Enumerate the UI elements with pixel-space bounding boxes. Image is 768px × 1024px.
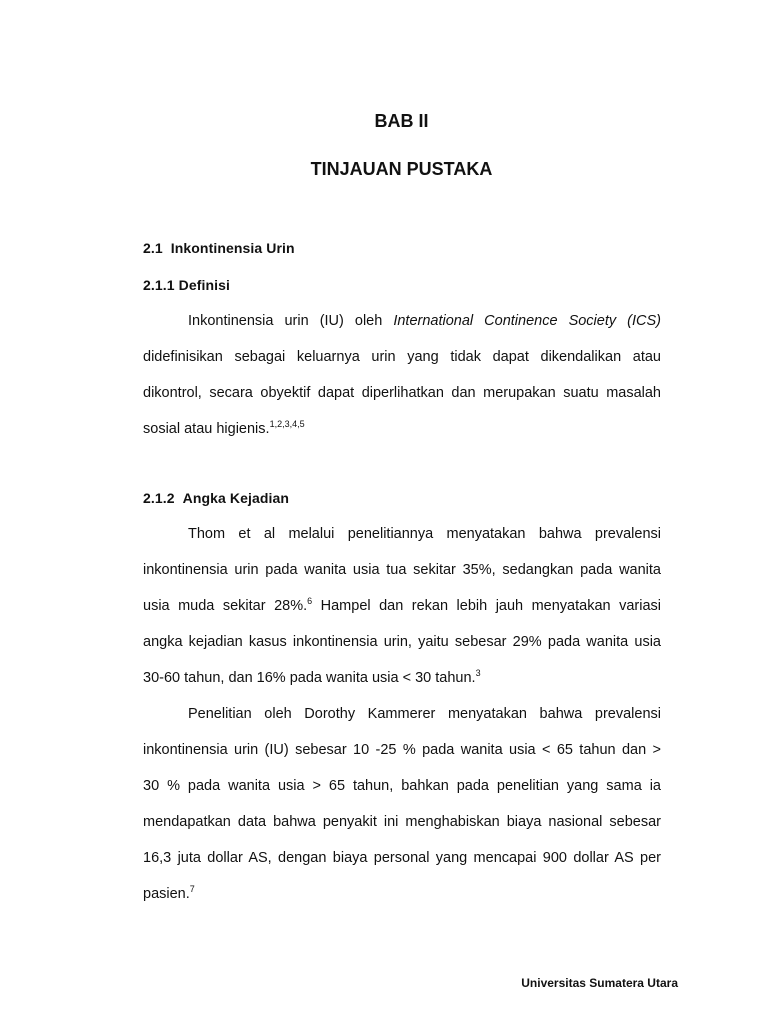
paragraph-line [143, 311, 661, 347]
footer-institution: Universitas Sumatera Utara [521, 976, 678, 990]
line-text: sosial atau higienis. [143, 421, 270, 437]
line-text: Hampel dan rekan lebih jauh menyatakan variasi [312, 598, 661, 614]
paragraph-line: Penelitian oleh Dorothy Kammerer menyatakan bahwa prevalensi [188, 706, 661, 722]
paragraph-line [143, 596, 661, 632]
paragraph-line: inkontinensia urin (IU) sebesar 10 -25 % pada wanita usia < 65 tahun dan > [143, 742, 661, 758]
paragraph-line: dikontrol, secara obyektif dapat diperlihatkan dan merupakan suatu masalah [143, 385, 661, 401]
line-text: 30-60 tahun, dan 16% pada wanita usia < 30 tahun. [143, 670, 476, 686]
paragraph-angka-kejadian-2 [143, 704, 661, 920]
chapter-title: TINJAUAN PUSTAKA [310, 159, 493, 179]
paragraph-line: 16,3 juta dollar AS, dengan biaya personal yang mencapai 900 dollar AS per [143, 850, 661, 866]
paragraph-line [143, 668, 661, 704]
subsection-heading-angka-kejadian [143, 490, 289, 506]
subsection-heading-definisi: 2.1.1 Definisi [143, 277, 230, 293]
subsection-number: 2.1.2 [143, 490, 175, 506]
citation-superscript: 6 [307, 596, 313, 606]
paragraph-line [143, 419, 661, 455]
paragraph-line: inkontinensia urin pada wanita usia tua sekitar 35%, sedangkan pada wanita [143, 562, 661, 578]
line-text: pasien. [143, 886, 190, 902]
paragraph-line: 30 % pada wanita usia > 65 tahun, bahkan pada penelitian yang sama ia [143, 778, 661, 794]
emphasized-term: International Continence Society (ICS) [393, 313, 661, 329]
chapter-label: BAB II [374, 111, 429, 131]
line-text: usia muda sekitar 28%. [143, 598, 308, 614]
citation-superscript: 1,2,3,4,5 [269, 419, 305, 429]
citation-superscript: 3 [475, 668, 481, 678]
line-text: Inkontinensia urin (IU) oleh [188, 313, 394, 329]
section-title: Inkontinensia Urin [170, 240, 295, 256]
paragraph-line: didefinisikan sebagai keluarnya urin yang tidak dapat dikendalikan atau [143, 349, 661, 365]
section-heading [143, 240, 295, 256]
section-number: 2.1 [143, 240, 163, 256]
paragraph-definisi [143, 311, 661, 455]
citation-superscript: 7 [189, 884, 195, 894]
paragraph-line: Thom et al melalui penelitiannya menyatakan bahwa prevalensi [188, 526, 661, 542]
paragraph-line [143, 884, 661, 920]
paragraph-line: mendapatkan data bahwa penyakit ini menghabiskan biaya nasional sebesar [143, 814, 661, 830]
paragraph-line: angka kejadian kasus inkontinensia urin, yaitu sebesar 29% pada wanita usia [143, 634, 661, 650]
paragraph-angka-kejadian-1 [143, 524, 661, 704]
subsection-title: Angka Kejadian [182, 490, 290, 506]
